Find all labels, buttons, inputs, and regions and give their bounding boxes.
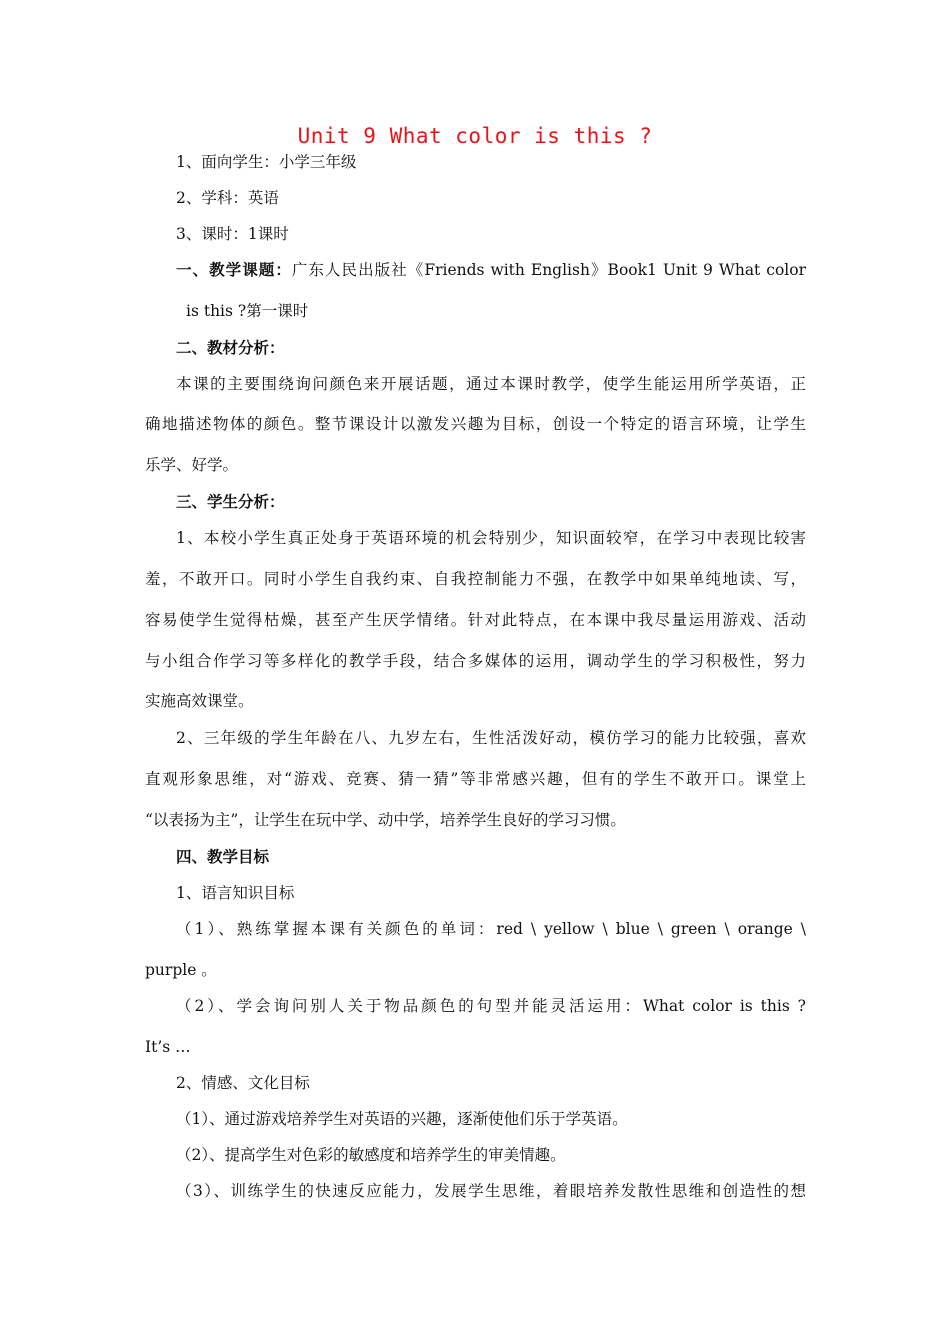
section3-heading: 三、学生分析： [176, 492, 285, 511]
section4-items2-line: （1）、通过游戏培养学生对英语的兴趣，逐渐使他们乐于学英语。 [176, 1110, 628, 1128]
section4-heading: 四、教学目标 [176, 847, 270, 866]
section1-line1 [176, 260, 806, 280]
section2-heading: 二、教材分析： [176, 338, 285, 357]
section3-para2-line: “以表扬为主”，让学生在玩中学、动中学，培养学生良好的学习习惯。 [145, 811, 626, 829]
section3-para2-line: 直观形象思维，对“游戏、竞赛、猜一猜”等非常感兴趣，但有的学生不敢开口。课堂上 [145, 770, 806, 788]
section4-item2-line2: It’s … [145, 1038, 191, 1056]
section2-line: 乐学、好学。 [145, 456, 239, 474]
info-hours: 3、课时：1课时 [176, 225, 289, 243]
section3-para1-line: 羞，不敢开口。同时小学生自我约束、自我控制能力不强，在教学中如果单纯地读、写， [145, 570, 806, 588]
section1-text: 广东人民出版社《Friends with English》Book1 Unit 9 What color [291, 261, 806, 279]
info-subject: 2、学科：英语 [176, 189, 279, 207]
section3-para1-line: 容易使学生觉得枯燥，甚至产生厌学情绪。针对此特点，在本课中我尽量运用游戏、活动 [145, 611, 806, 629]
document-title: Unit 9 What color is this ? [297, 124, 653, 148]
section4-item1-line2: purple 。 [145, 961, 217, 979]
section4-sub1: 1、语言知识目标 [176, 884, 295, 902]
section3-para1-line: 实施高效课堂。 [145, 692, 254, 710]
section4-items2-line: （3）、训练学生的快速反应能力，发展学生思维，着眼培养发散性思维和创造性的想 [176, 1182, 806, 1200]
section4-item2-line1: （2）、学会询问别人关于物品颜色的句型并能灵活运用：What color is this ? [176, 997, 806, 1015]
section4-item1-line1: （1）、熟练掌握本课有关颜色的单词：red \ yellow \ blue \ green \ orange \ [176, 920, 806, 938]
section2-line: 确地描述物体的颜色。整节课设计以激发兴趣为目标，创设一个特定的语言环境，让学生 [145, 415, 806, 433]
section3-para1-line: 1、本校小学生真正处身于英语环境的机会特别少，知识面较窄，在学习中表现比较害 [176, 529, 806, 547]
section1-line2: is this ?第一课时 [186, 302, 309, 320]
info-grade: 1、面向学生：小学三年级 [176, 153, 357, 171]
section4-items2-line: （2）、提高学生对色彩的敏感度和培养学生的审美情趣。 [176, 1146, 566, 1164]
section1-heading: 一、教学课题： [176, 260, 292, 279]
section4-sub2: 2、情感、文化目标 [176, 1074, 310, 1092]
section3-para1-line: 与小组合作学习等多样化的教学手段，结合多媒体的运用，调动学生的学习积极性，努力 [145, 652, 806, 670]
section2-line: 本课的主要围绕询问颜色来开展话题，通过本课时教学，使学生能运用所学英语，正 [176, 375, 806, 393]
section3-para2-line: 2、三年级的学生年龄在八、九岁左右，生性活泼好动，模仿学习的能力比较强，喜欢 [176, 729, 806, 747]
